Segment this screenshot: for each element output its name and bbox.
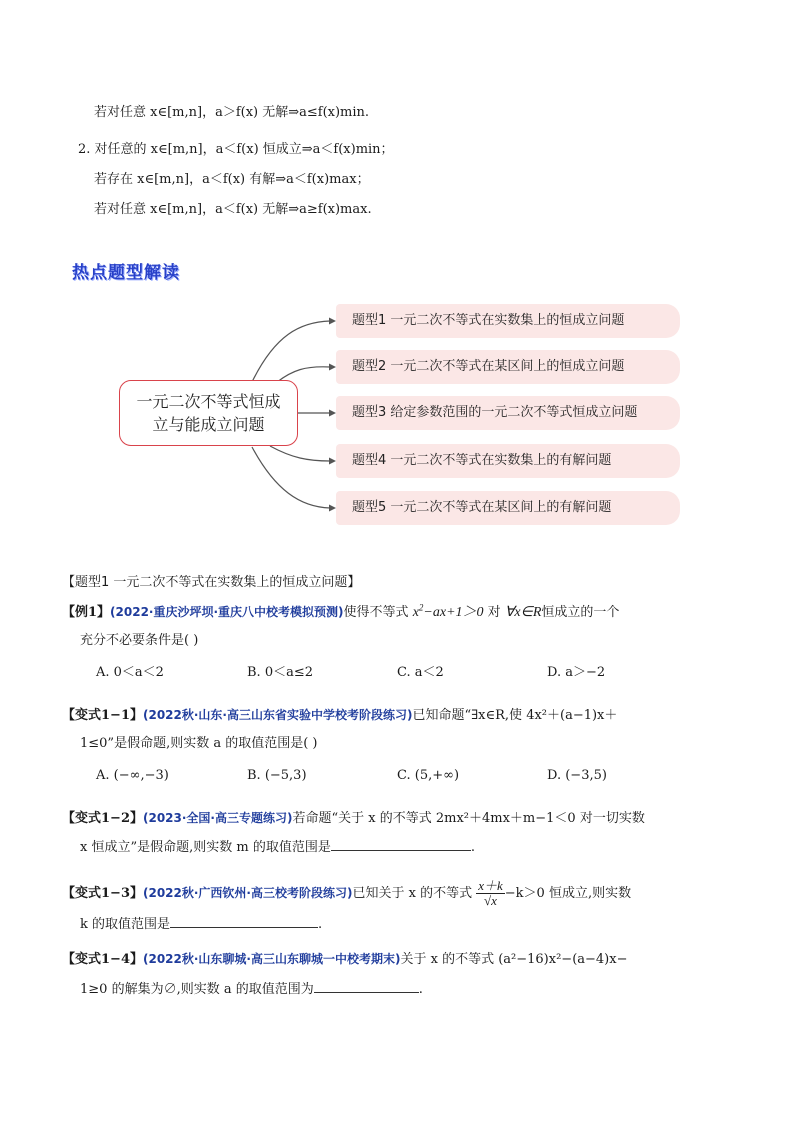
- variant-1-1-text-a: 已知命题“∃x∈R,使 4x²＋(a−1)x＋: [412, 708, 618, 723]
- variant-1-4-line-1: [62, 950, 627, 969]
- variant-1-2-line-1: [62, 809, 645, 828]
- fraction-numerator: x＋k: [478, 878, 503, 893]
- variant-1-3-period: .: [318, 917, 323, 932]
- variant-1-1-option-a[interactable]: A. (−∞,−3): [96, 768, 169, 783]
- variant-1-4-line-2: [80, 980, 423, 999]
- example-1-source: (2022·重庆沙坪坝·重庆八中校考模拟预测): [110, 605, 344, 619]
- connector-4: [270, 446, 330, 461]
- variant-1-1-option-c[interactable]: C. (5,+∞): [397, 768, 460, 783]
- example-1-line-2: 充分不必要条件是( ): [80, 633, 199, 648]
- arrow-1: [329, 318, 336, 325]
- intro-line-1: 若对任意 x∈[m,n]，a＞f(x) 无解⇒a≤f(x)min.: [94, 105, 370, 120]
- item-2-line-1: 2. 对任意的 x∈[m,n]，a＜f(x) 恒成立⇒a＜f(x)min；: [78, 142, 394, 157]
- mindmap-branch-1: 题型1 一元二次不等式在实数集上的恒成立问题: [336, 304, 680, 338]
- variant-1-2-text-b: x 恒成立”是假命题,则实数 m 的取值范围是: [80, 840, 331, 855]
- variant-1-1-source: (2022秋·山东·高三山东省实验中学校考阶段练习): [142, 708, 413, 722]
- variant-1-3-answer-blank[interactable]: [170, 915, 318, 928]
- variant-1-3-line-2: [80, 915, 322, 934]
- variant-1-3-source: (2022秋·广西钦州·高三校考阶段练习): [142, 886, 353, 900]
- variant-1-2-tag: 【变式1−2】: [62, 811, 143, 826]
- example-1-option-b[interactable]: B. 0＜a≤2: [247, 665, 314, 680]
- mindmap-branch-4: 题型4 一元二次不等式在实数集上的有解问题: [336, 444, 680, 478]
- fraction-denominator: √x: [484, 893, 497, 908]
- connector-5: [252, 447, 330, 508]
- variant-1-3-tag: 【变式1−3】: [62, 886, 143, 901]
- variant-1-2-period: .: [470, 840, 475, 855]
- variant-1-3-text-b: −k＞0 恒成立,则实数: [504, 886, 632, 901]
- connector-1: [252, 321, 330, 382]
- mindmap-branch-5: 题型5 一元二次不等式在某区间上的有解问题: [336, 491, 680, 525]
- example-1-option-c[interactable]: C. a＜2: [397, 665, 444, 680]
- example-1-option-a[interactable]: A. 0＜a＜2: [96, 665, 164, 680]
- example-1-forall: ∀x∈R: [504, 605, 542, 620]
- variant-1-4-answer-blank[interactable]: [314, 980, 419, 993]
- variant-1-1-line-1: [62, 706, 617, 725]
- variant-1-1-option-b[interactable]: B. (−5,3): [247, 768, 307, 783]
- variant-1-3-text-a: 已知关于 x 的不等式: [352, 886, 473, 901]
- example-1-line-1: [62, 603, 619, 622]
- mindmap-center: 一元二次不等式恒成立与能成立问题: [119, 380, 298, 446]
- section-heading: 热点题型解读: [72, 263, 180, 283]
- example-1-tag: 【例1】: [62, 605, 111, 620]
- example-1-text-a: 使得不等式: [343, 605, 409, 620]
- variant-1-4-text-a: 关于 x 的不等式 (a²−16)x²−(a−4)x−: [400, 952, 628, 967]
- arrow-5: [329, 505, 336, 512]
- variant-1-3-line-1: [62, 878, 631, 909]
- variant-1-1-tag: 【变式1−1】: [62, 708, 143, 723]
- variant-1-4-tag: 【变式1−4】: [62, 952, 143, 967]
- mindmap-branch-3: 题型3 给定参数范围的一元二次不等式恒成立问题: [336, 396, 680, 430]
- variant-1-4-source: (2022秋·山东聊城·高三山东聊城一中校考期末): [142, 952, 401, 966]
- example-1-text-b: 对: [487, 605, 501, 620]
- variant-1-2-text-a: 若命题“关于 x 的不等式 2mx²＋4mx＋m−1＜0 对一切实数: [292, 811, 645, 826]
- arrow-3: [329, 410, 336, 417]
- arrow-4: [329, 458, 336, 465]
- example-1-text-c: 恒成立的一个: [541, 605, 620, 620]
- variant-1-3-text-c: k 的取值范围是: [80, 917, 171, 932]
- item-2-line-2: 若存在 x∈[m,n]，a＜f(x) 有解⇒a＜f(x)max；: [94, 172, 370, 187]
- type1-title: 【题型1 一元二次不等式在实数集上的恒成立问题】: [62, 575, 361, 590]
- variant-1-2-source: (2023·全国·高三专题练习): [142, 811, 293, 825]
- example-1-option-d[interactable]: D. a＞−2: [547, 665, 606, 680]
- mindmap-branch-2: 题型2 一元二次不等式在某区间上的恒成立问题: [336, 350, 680, 384]
- item-2-line-3: 若对任意 x∈[m,n]，a＜f(x) 无解⇒a≥f(x)max.: [94, 202, 372, 217]
- arrow-2: [329, 364, 336, 371]
- variant-1-1-option-d[interactable]: D. (−3,5): [547, 768, 607, 783]
- variant-1-1-line-2: 1≤0”是假命题,则实数 a 的取值范围是( ): [80, 736, 318, 751]
- variant-1-4-text-b: 1≥0 的解集为∅,则实数 a 的取值范围为: [80, 982, 314, 997]
- variant-1-3-fraction: [476, 879, 505, 908]
- variant-1-2-answer-blank[interactable]: [331, 838, 471, 851]
- example-1-inequality: $x^2-ax+1>0$: [412, 602, 484, 620]
- variant-1-4-period: .: [418, 982, 423, 997]
- variant-1-2-line-2: [80, 838, 475, 857]
